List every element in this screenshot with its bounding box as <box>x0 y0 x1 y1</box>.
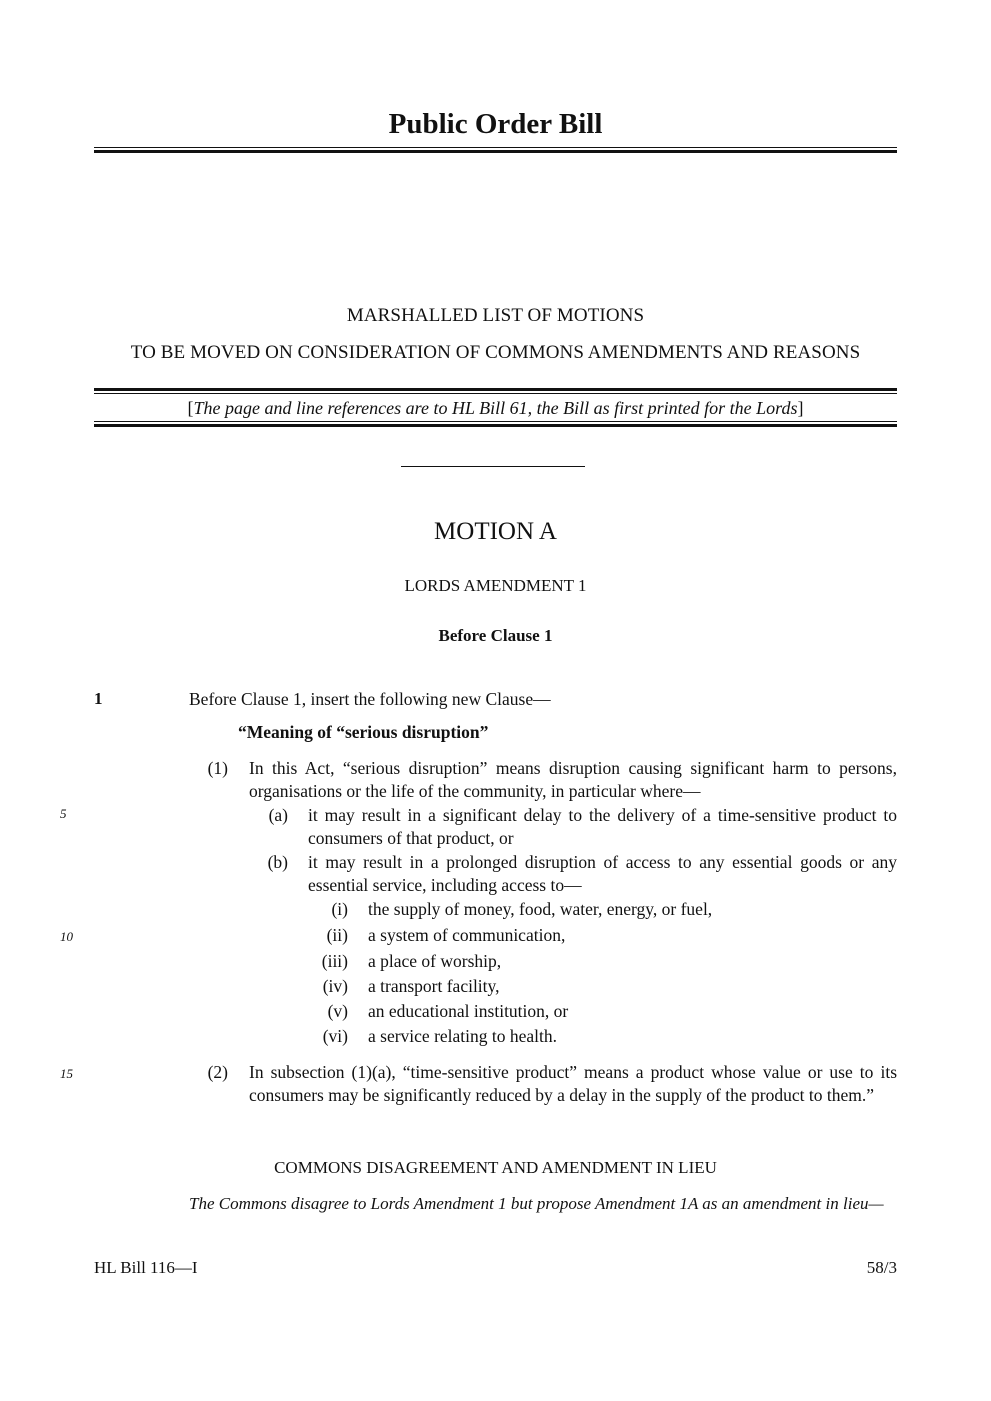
subsection-label: (2) <box>207 1062 228 1082</box>
subparagraph-text: an educational institution, or <box>368 1001 569 1021</box>
line-number: 10 <box>60 929 73 944</box>
motion-title: MOTION A <box>434 518 557 545</box>
clause-location: Before Clause 1 <box>438 626 553 645</box>
subsection-label: (1) <box>207 758 228 778</box>
lords-amendment-heading: LORDS AMENDMENT 1 <box>404 576 587 595</box>
footer-bill-ref: HL Bill 116—I <box>94 1258 198 1277</box>
subparagraph-text: the supply of money, food, water, energy, or fuel, <box>368 899 713 919</box>
paragraph-text: it may result in a significant delay to the delivery of a time-sensitive product to consumers of that product, or <box>308 805 897 848</box>
title-rule-thin <box>94 147 897 148</box>
subsection-text: In subsection (1)(a), “time-sensitive product” means a product whose value or use to its consumers may be significantly reduced by a delay in the supply of the product to them.” <box>249 1062 897 1105</box>
note-rule-top-thick <box>94 388 897 391</box>
note-rule-top-thin <box>94 393 897 394</box>
commons-heading: COMMONS DISAGREEMENT AND AMENDMENT IN LIEU <box>274 1158 717 1177</box>
paragraph-label: (a) <box>268 805 288 825</box>
subparagraph-label: (iv) <box>322 976 348 996</box>
amendment-number: 1 <box>94 689 103 708</box>
note-rule-bottom-thin <box>94 421 897 422</box>
subparagraph-text: a place of worship, <box>368 951 502 971</box>
heading-marshalled-list: MARSHALLED LIST OF MOTIONS <box>346 305 645 326</box>
note-rule-bottom-thick <box>94 424 897 427</box>
subparagraph-text: a system of communication, <box>368 925 566 945</box>
subparagraph-text: a transport facility, <box>368 976 500 996</box>
bill-title: Public Order Bill <box>388 108 603 140</box>
separator-rule <box>401 466 585 467</box>
new-clause-heading: “Meaning of “serious disruption” <box>238 722 489 742</box>
paragraph-label: (b) <box>267 852 288 872</box>
subparagraph-text: a service relating to health. <box>368 1026 558 1046</box>
subsection-text: In this Act, “serious disruption” means disruption causing significant harm to persons, organisations or the life of the community, in particular where— <box>249 758 897 801</box>
commons-text: The Commons disagree to Lords Amendment 1 but propose Amendment 1A as an amendment in lieu— <box>189 1194 884 1213</box>
subparagraph-label: (v) <box>327 1001 348 1021</box>
amendment-instruction: Before Clause 1, insert the following new Clause— <box>189 689 551 709</box>
reference-note: [The page and line references are to HL Bill 61, the Bill as first printed for the Lords] <box>187 398 804 418</box>
line-number: 15 <box>60 1066 73 1081</box>
paragraph-text: it may result in a prolonged disruption of access to any essential goods or any essential service, including access to— <box>308 852 897 895</box>
subparagraph-label: (vi) <box>322 1026 348 1046</box>
footer-page-ref: 58/3 <box>866 1258 897 1277</box>
title-rule-thick <box>94 150 897 153</box>
subparagraph-label: (i) <box>331 899 348 919</box>
subparagraph-label: (ii) <box>326 925 348 945</box>
line-number: 5 <box>60 806 67 821</box>
subparagraph-label: (iii) <box>321 951 348 971</box>
heading-consideration: TO BE MOVED ON CONSIDERATION OF COMMONS AMENDMENTS AND REASONS <box>130 342 861 363</box>
